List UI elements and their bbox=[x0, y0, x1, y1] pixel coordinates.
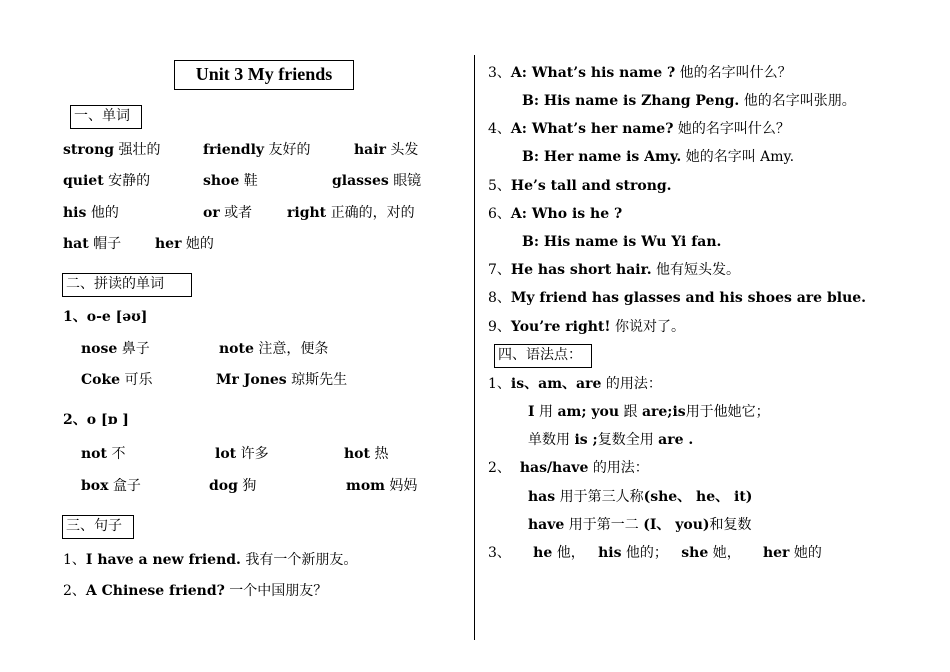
grammar-point-1-header: 1、is、am、are 的用法： bbox=[488, 376, 662, 392]
word-item: shoe 鞋 bbox=[203, 173, 258, 189]
grammar-point-3: 3、 he 他， his 他的； she 她， her 她的 bbox=[488, 545, 822, 561]
phonics-item: hot 热 bbox=[344, 446, 389, 462]
sentence-item: 3、A: What’s his name ? 他的名字叫什么？ bbox=[488, 65, 792, 81]
phonics-item: Coke 可乐 bbox=[81, 372, 153, 388]
sentence-item: 2、A Chinese friend? 一个中国朋友？ bbox=[63, 583, 328, 599]
section-sentences-heading: 三、句子 bbox=[62, 515, 134, 539]
section-words-heading: 一、单词 bbox=[70, 105, 142, 129]
phonics-group-1-header: 1、o-e [əʊ] bbox=[63, 309, 148, 325]
grammar-point-2-header: 2、 has/have 的用法： bbox=[488, 460, 649, 476]
grammar-point-2-line: have 用于第一二 (I、 you)和复数 bbox=[528, 517, 752, 533]
grammar-point-1-line: I 用 am; you 跟 are;is用于他她它； bbox=[528, 404, 770, 420]
word-item: glasses 眼镜 bbox=[332, 173, 422, 189]
sentence-item: 8、My friend has glasses and his shoes are blue. bbox=[488, 290, 867, 306]
column-divider bbox=[474, 55, 475, 640]
phonics-item: mom 妈妈 bbox=[346, 478, 418, 494]
phonics-item: not 不 bbox=[81, 446, 126, 462]
sentence-item: 9、You’re right! 你说对了。 bbox=[488, 319, 685, 335]
phonics-group-2-header: 2、o [ɒ ] bbox=[63, 412, 129, 428]
word-item: strong 强壮的 bbox=[63, 142, 161, 158]
phonics-item: box 盒子 bbox=[81, 478, 141, 494]
word-item: his 他的 bbox=[63, 205, 119, 221]
phonics-item: dog 狗 bbox=[209, 478, 257, 494]
sentence-item: 7、He has short hair. 他有短头发。 bbox=[488, 262, 741, 278]
word-item: hair 头发 bbox=[354, 142, 419, 158]
sentence-item: 6、A: Who is he ? bbox=[488, 206, 623, 222]
word-item: or 或者 bbox=[203, 205, 253, 221]
phonics-item: note 注意，便条 bbox=[219, 341, 329, 357]
sentence-item: B: Her name is Amy. 她的名字叫 Amy. bbox=[522, 149, 795, 165]
word-item: friendly 友好的 bbox=[203, 142, 311, 158]
grammar-point-1-line: 单数用 is ;复数全用 are . bbox=[528, 432, 694, 448]
phonics-item: Mr Jones 琼斯先生 bbox=[216, 372, 348, 388]
word-item: hat 帽子 bbox=[63, 236, 122, 252]
page-title: Unit 3 My friends bbox=[174, 60, 354, 90]
word-item: her 她的 bbox=[155, 236, 214, 252]
word-item: right 正确的，对的 bbox=[287, 205, 415, 221]
word-item: quiet 安静的 bbox=[63, 173, 151, 189]
phonics-item: lot 许多 bbox=[215, 446, 269, 462]
section-grammar-heading: 四、语法点： bbox=[494, 344, 592, 368]
sentence-item: 4、A: What’s her name? 她的名字叫什么？ bbox=[488, 121, 790, 137]
section-phonics-heading: 二、拼读的单词 bbox=[62, 273, 192, 297]
sentence-item: B: His name is Zhang Peng. 他的名字叫张朋。 bbox=[522, 93, 856, 109]
sentence-item: 5、He’s tall and strong. bbox=[488, 178, 672, 194]
grammar-point-2-line: has 用于第三人称(she、 he、 it) bbox=[528, 489, 753, 505]
sentence-item: B: His name is Wu Yi fan. bbox=[522, 234, 722, 250]
sentence-item: 1、I have a new friend. 我有一个新朋友。 bbox=[63, 552, 358, 568]
phonics-item: nose 鼻子 bbox=[81, 341, 150, 357]
